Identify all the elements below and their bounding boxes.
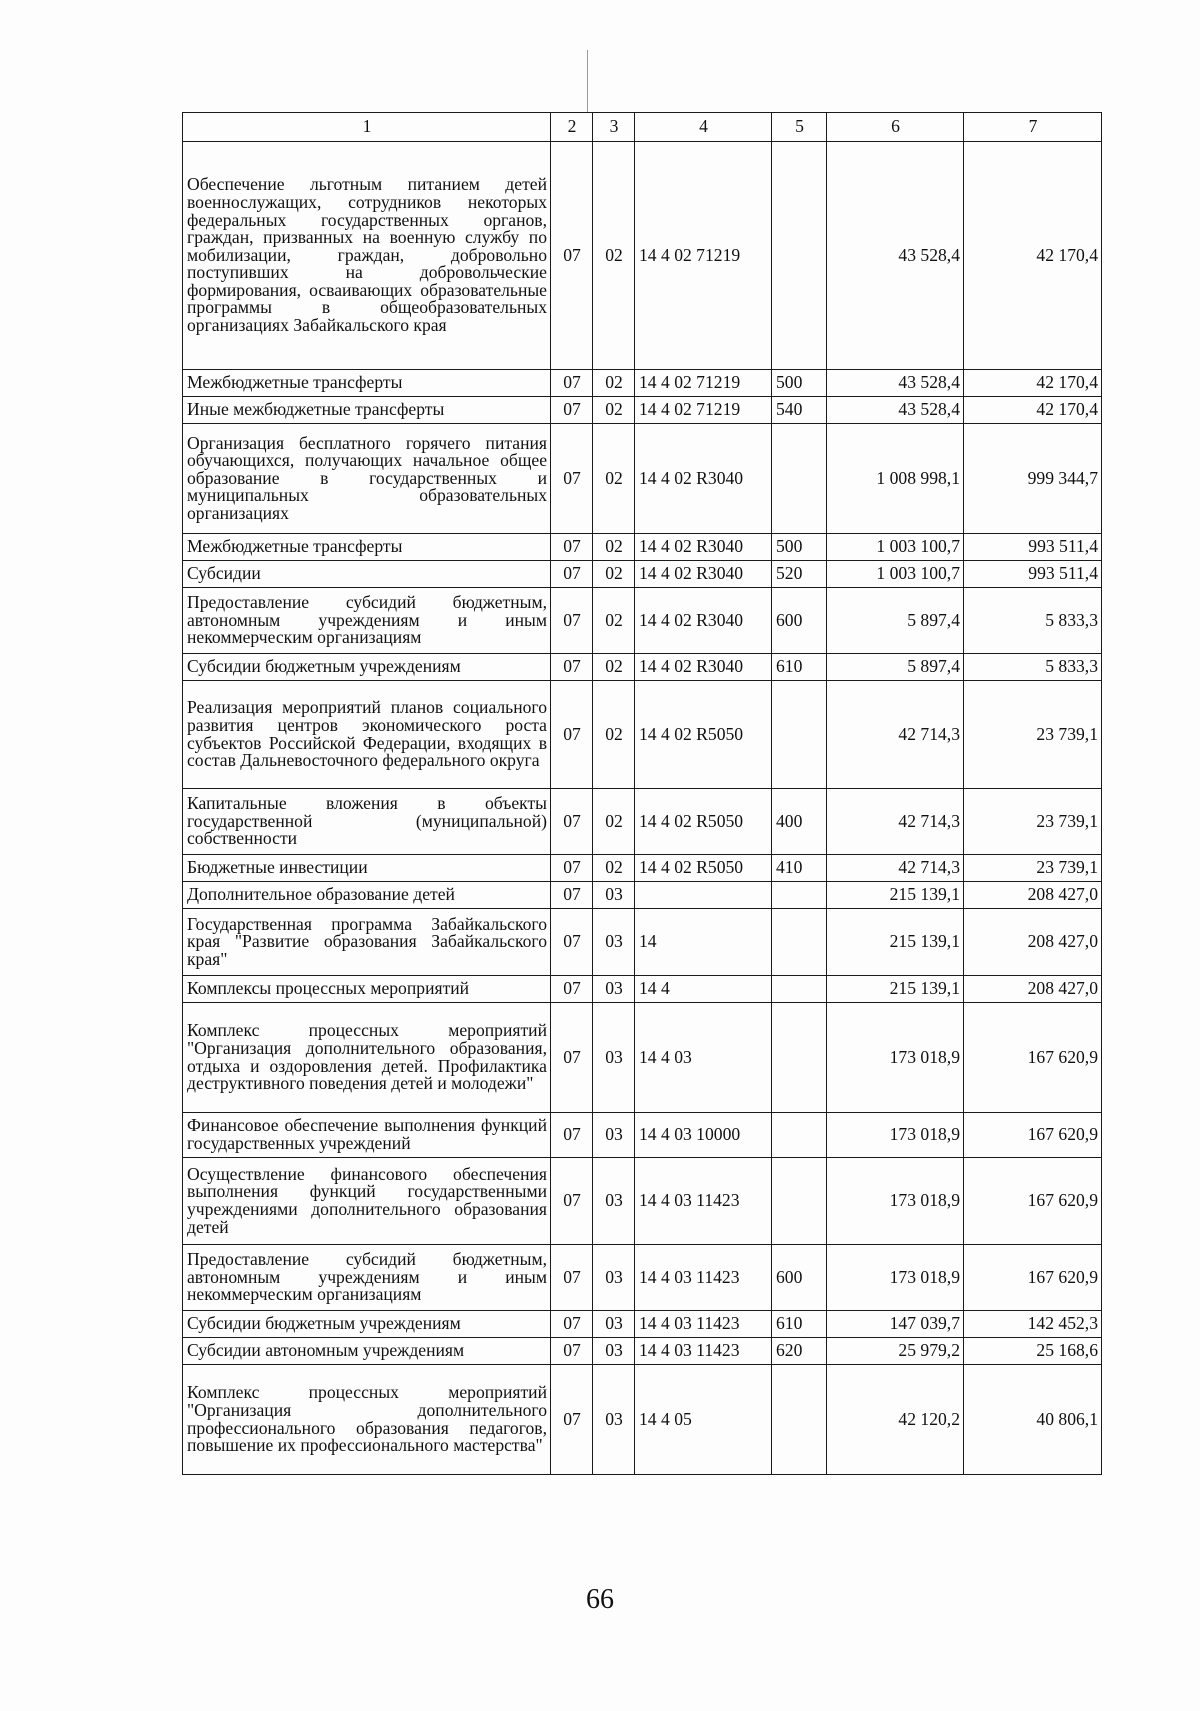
row-expense-type-code: 400 bbox=[772, 789, 827, 855]
table-row bbox=[183, 789, 1102, 855]
row-name-cell: Дополнительное образование детей bbox=[183, 882, 551, 909]
row-target-article-code: 14 4 02 R3040 bbox=[635, 561, 772, 588]
row-name-cell: Капитальные вложения в объекты государственной (муниципальной) собственности bbox=[183, 789, 551, 855]
row-name-cell: Субсидии bbox=[183, 561, 551, 588]
row-subsection-code: 03 bbox=[593, 1338, 635, 1365]
row-target-article-code: 14 4 03 11423 bbox=[635, 1311, 772, 1338]
table-row bbox=[183, 1365, 1102, 1475]
row-amount-year-1: 1 008 998,1 bbox=[827, 424, 964, 534]
row-subsection-code: 02 bbox=[593, 588, 635, 654]
row-amount-year-1: 43 528,4 bbox=[827, 142, 964, 370]
row-section-code: 07 bbox=[551, 561, 593, 588]
row-amount-year-1: 1 003 100,7 bbox=[827, 534, 964, 561]
row-section-code: 07 bbox=[551, 424, 593, 534]
row-section-code: 07 bbox=[551, 654, 593, 681]
row-expense-type-code bbox=[772, 909, 827, 976]
row-amount-year-2: 142 452,3 bbox=[964, 1311, 1102, 1338]
row-amount-year-1: 42 714,3 bbox=[827, 789, 964, 855]
row-name-cell: Реализация мероприятий планов социального развития центров экономического роста субъектов Российской Федерации, входящих в состав Дальневосточного федерального округа bbox=[183, 681, 551, 789]
budget-table bbox=[182, 112, 1102, 1475]
row-expense-type-code: 600 bbox=[772, 588, 827, 654]
row-target-article-code: 14 4 02 R5050 bbox=[635, 789, 772, 855]
row-name-cell: Предоставление субсидий бюджетным, автономным учреждениям и иным некоммерческим организациям bbox=[183, 1245, 551, 1311]
budget-table-body bbox=[183, 113, 1102, 1475]
row-section-code: 07 bbox=[551, 534, 593, 561]
row-subsection-code: 03 bbox=[593, 976, 635, 1003]
row-amount-year-1: 5 897,4 bbox=[827, 654, 964, 681]
row-section-code: 07 bbox=[551, 789, 593, 855]
row-expense-type-code: 610 bbox=[772, 654, 827, 681]
row-subsection-code: 02 bbox=[593, 561, 635, 588]
row-target-article-code: 14 4 02 R3040 bbox=[635, 424, 772, 534]
row-subsection-code: 02 bbox=[593, 681, 635, 789]
row-target-article-code: 14 4 02 71219 bbox=[635, 370, 772, 397]
row-amount-year-2: 42 170,4 bbox=[964, 142, 1102, 370]
row-name-cell: Иные межбюджетные трансферты bbox=[183, 397, 551, 424]
row-amount-year-1: 173 018,9 bbox=[827, 1113, 964, 1158]
row-name-cell: Обеспечение льготным питанием детей военнослужащих, сотрудников некоторых федеральных государственных органов, граждан, призванных на военную службу по мобилизации, граждан, добровольно поступивших на добровольческие формирования, осваивающих образовательные программы в общеобразовательных организациях Забайкальского края bbox=[183, 142, 551, 370]
row-target-article-code: 14 4 03 10000 bbox=[635, 1113, 772, 1158]
row-expense-type-code: 410 bbox=[772, 855, 827, 882]
row-target-article-code: 14 4 02 71219 bbox=[635, 397, 772, 424]
row-section-code: 07 bbox=[551, 588, 593, 654]
row-name-cell: Финансовое обеспечение выполнения функций государственных учреждений bbox=[183, 1113, 551, 1158]
row-expense-type-code bbox=[772, 1158, 827, 1245]
row-expense-type-code bbox=[772, 1113, 827, 1158]
row-amount-year-2: 167 620,9 bbox=[964, 1245, 1102, 1311]
row-section-code: 07 bbox=[551, 976, 593, 1003]
column-number: 2 bbox=[551, 113, 593, 142]
row-subsection-code: 03 bbox=[593, 909, 635, 976]
row-subsection-code: 02 bbox=[593, 534, 635, 561]
row-target-article-code: 14 4 02 R5050 bbox=[635, 855, 772, 882]
row-target-article-code: 14 bbox=[635, 909, 772, 976]
row-amount-year-2: 5 833,3 bbox=[964, 588, 1102, 654]
row-amount-year-2: 42 170,4 bbox=[964, 370, 1102, 397]
table-row bbox=[183, 1311, 1102, 1338]
row-amount-year-2: 167 620,9 bbox=[964, 1113, 1102, 1158]
row-target-article-code: 14 4 02 R3040 bbox=[635, 534, 772, 561]
row-expense-type-code: 620 bbox=[772, 1338, 827, 1365]
row-amount-year-1: 215 139,1 bbox=[827, 882, 964, 909]
row-section-code: 07 bbox=[551, 909, 593, 976]
row-subsection-code: 02 bbox=[593, 424, 635, 534]
row-subsection-code: 03 bbox=[593, 1113, 635, 1158]
table-row bbox=[183, 1003, 1102, 1113]
row-expense-type-code: 520 bbox=[772, 561, 827, 588]
row-target-article-code: 14 4 03 11423 bbox=[635, 1245, 772, 1311]
row-amount-year-1: 42 714,3 bbox=[827, 681, 964, 789]
row-expense-type-code: 500 bbox=[772, 534, 827, 561]
row-target-article-code: 14 4 02 71219 bbox=[635, 142, 772, 370]
row-amount-year-1: 1 003 100,7 bbox=[827, 561, 964, 588]
table-row bbox=[183, 424, 1102, 534]
row-name-cell: Межбюджетные трансферты bbox=[183, 534, 551, 561]
row-amount-year-1: 215 139,1 bbox=[827, 909, 964, 976]
row-expense-type-code: 500 bbox=[772, 370, 827, 397]
row-amount-year-1: 43 528,4 bbox=[827, 370, 964, 397]
row-subsection-code: 02 bbox=[593, 370, 635, 397]
table-row bbox=[183, 681, 1102, 789]
row-amount-year-2: 208 427,0 bbox=[964, 882, 1102, 909]
row-amount-year-2: 993 511,4 bbox=[964, 561, 1102, 588]
row-subsection-code: 03 bbox=[593, 1003, 635, 1113]
row-amount-year-2: 23 739,1 bbox=[964, 855, 1102, 882]
row-section-code: 07 bbox=[551, 1365, 593, 1475]
table-row bbox=[183, 588, 1102, 654]
row-amount-year-2: 167 620,9 bbox=[964, 1003, 1102, 1113]
table-row bbox=[183, 397, 1102, 424]
row-target-article-code: 14 4 02 R5050 bbox=[635, 681, 772, 789]
row-subsection-code: 03 bbox=[593, 1158, 635, 1245]
table-row bbox=[183, 882, 1102, 909]
row-amount-year-1: 42 120,2 bbox=[827, 1365, 964, 1475]
row-section-code: 07 bbox=[551, 1311, 593, 1338]
row-amount-year-2: 993 511,4 bbox=[964, 534, 1102, 561]
row-target-article-code: 14 4 03 11423 bbox=[635, 1158, 772, 1245]
row-target-article-code: 14 4 02 R3040 bbox=[635, 588, 772, 654]
table-row bbox=[183, 561, 1102, 588]
row-name-cell: Субсидии бюджетным учреждениям bbox=[183, 654, 551, 681]
row-amount-year-1: 173 018,9 bbox=[827, 1003, 964, 1113]
table-row bbox=[183, 142, 1102, 370]
row-section-code: 07 bbox=[551, 855, 593, 882]
column-number-row bbox=[183, 113, 1102, 142]
column-number: 4 bbox=[635, 113, 772, 142]
row-expense-type-code bbox=[772, 424, 827, 534]
row-name-cell: Бюджетные инвестиции bbox=[183, 855, 551, 882]
column-number: 5 bbox=[772, 113, 827, 142]
row-expense-type-code bbox=[772, 1003, 827, 1113]
column-number: 3 bbox=[593, 113, 635, 142]
row-section-code: 07 bbox=[551, 397, 593, 424]
row-name-cell: Комплекс процессных мероприятий "Организация дополнительного образования, отдыха и оздоровления детей. Профилактика деструктивного поведения детей и молодежи" bbox=[183, 1003, 551, 1113]
table-row bbox=[183, 976, 1102, 1003]
row-amount-year-2: 23 739,1 bbox=[964, 789, 1102, 855]
row-expense-type-code bbox=[772, 142, 827, 370]
row-target-article-code: 14 4 03 11423 bbox=[635, 1338, 772, 1365]
row-section-code: 07 bbox=[551, 1245, 593, 1311]
row-section-code: 07 bbox=[551, 681, 593, 789]
row-section-code: 07 bbox=[551, 1338, 593, 1365]
table-row bbox=[183, 1245, 1102, 1311]
table-row bbox=[183, 855, 1102, 882]
page-number: 66 bbox=[586, 1584, 614, 1615]
table-row bbox=[183, 1338, 1102, 1365]
row-amount-year-1: 215 139,1 bbox=[827, 976, 964, 1003]
row-amount-year-2: 208 427,0 bbox=[964, 909, 1102, 976]
row-amount-year-2: 40 806,1 bbox=[964, 1365, 1102, 1475]
column-number: 7 bbox=[964, 113, 1102, 142]
row-target-article-code: 14 4 03 bbox=[635, 1003, 772, 1113]
row-name-cell: Комплексы процессных мероприятий bbox=[183, 976, 551, 1003]
row-target-article-code bbox=[635, 882, 772, 909]
row-name-cell: Межбюджетные трансферты bbox=[183, 370, 551, 397]
row-amount-year-2: 23 739,1 bbox=[964, 681, 1102, 789]
row-subsection-code: 03 bbox=[593, 882, 635, 909]
column-number: 6 bbox=[827, 113, 964, 142]
row-subsection-code: 02 bbox=[593, 397, 635, 424]
table-row bbox=[183, 654, 1102, 681]
row-name-cell: Комплекс процессных мероприятий "Организация дополнительного профессионального образования педагогов, повышение их профессионального мастерства" bbox=[183, 1365, 551, 1475]
row-name-cell: Предоставление субсидий бюджетным, автономным учреждениям и иным некоммерческим организациям bbox=[183, 588, 551, 654]
table-row bbox=[183, 909, 1102, 976]
row-section-code: 07 bbox=[551, 1003, 593, 1113]
row-expense-type-code: 540 bbox=[772, 397, 827, 424]
row-name-cell: Осуществление финансового обеспечения выполнения функций государственными учреждениями дополнительного образования детей bbox=[183, 1158, 551, 1245]
row-subsection-code: 03 bbox=[593, 1311, 635, 1338]
table-row bbox=[183, 370, 1102, 397]
row-expense-type-code: 610 bbox=[772, 1311, 827, 1338]
row-name-cell: Государственная программа Забайкальского края "Развитие образования Забайкальского края" bbox=[183, 909, 551, 976]
row-section-code: 07 bbox=[551, 1158, 593, 1245]
binding-mark bbox=[587, 50, 588, 112]
row-subsection-code: 02 bbox=[593, 789, 635, 855]
row-amount-year-2: 5 833,3 bbox=[964, 654, 1102, 681]
row-amount-year-2: 999 344,7 bbox=[964, 424, 1102, 534]
row-amount-year-1: 173 018,9 bbox=[827, 1245, 964, 1311]
row-amount-year-2: 167 620,9 bbox=[964, 1158, 1102, 1245]
row-amount-year-1: 25 979,2 bbox=[827, 1338, 964, 1365]
table-row bbox=[183, 534, 1102, 561]
row-subsection-code: 02 bbox=[593, 855, 635, 882]
row-amount-year-1: 42 714,3 bbox=[827, 855, 964, 882]
row-expense-type-code bbox=[772, 681, 827, 789]
row-subsection-code: 02 bbox=[593, 654, 635, 681]
row-target-article-code: 14 4 02 R3040 bbox=[635, 654, 772, 681]
row-section-code: 07 bbox=[551, 370, 593, 397]
row-expense-type-code bbox=[772, 976, 827, 1003]
row-amount-year-2: 208 427,0 bbox=[964, 976, 1102, 1003]
row-subsection-code: 03 bbox=[593, 1365, 635, 1475]
row-name-cell: Субсидии автономным учреждениям bbox=[183, 1338, 551, 1365]
column-number: 1 bbox=[183, 113, 551, 142]
row-target-article-code: 14 4 05 bbox=[635, 1365, 772, 1475]
row-subsection-code: 03 bbox=[593, 1245, 635, 1311]
row-name-cell: Организация бесплатного горячего питания обучающихся, получающих начальное общее образование в государственных и муниципальных образовательных организациях bbox=[183, 424, 551, 534]
row-target-article-code: 14 4 bbox=[635, 976, 772, 1003]
row-section-code: 07 bbox=[551, 882, 593, 909]
row-amount-year-1: 173 018,9 bbox=[827, 1158, 964, 1245]
row-amount-year-1: 5 897,4 bbox=[827, 588, 964, 654]
row-expense-type-code bbox=[772, 1365, 827, 1475]
row-section-code: 07 bbox=[551, 142, 593, 370]
row-amount-year-1: 147 039,7 bbox=[827, 1311, 964, 1338]
row-section-code: 07 bbox=[551, 1113, 593, 1158]
table-row bbox=[183, 1158, 1102, 1245]
row-subsection-code: 02 bbox=[593, 142, 635, 370]
row-amount-year-2: 42 170,4 bbox=[964, 397, 1102, 424]
row-amount-year-1: 43 528,4 bbox=[827, 397, 964, 424]
table-row bbox=[183, 1113, 1102, 1158]
row-amount-year-2: 25 168,6 bbox=[964, 1338, 1102, 1365]
row-expense-type-code bbox=[772, 882, 827, 909]
row-expense-type-code: 600 bbox=[772, 1245, 827, 1311]
row-name-cell: Субсидии бюджетным учреждениям bbox=[183, 1311, 551, 1338]
